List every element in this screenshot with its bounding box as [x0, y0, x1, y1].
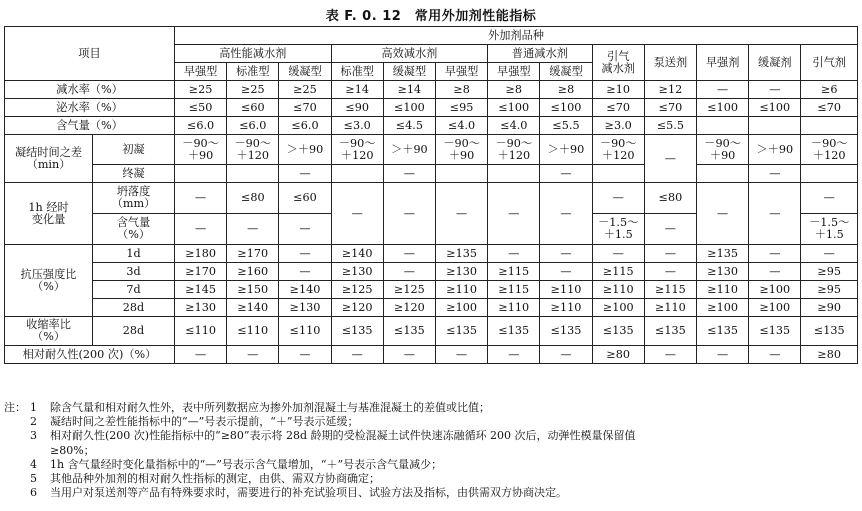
note-item [4, 486, 858, 500]
sub-standard: 标准型 [227, 63, 279, 81]
cell: ≥120 [331, 299, 383, 317]
cell: ≥160 [227, 263, 279, 281]
cell: ≥115 [488, 263, 540, 281]
header-hp-reducer: 高性能减水剂 [174, 45, 331, 63]
sub-retarding: 缓凝型 [279, 63, 331, 81]
note-number: 2 [30, 415, 37, 429]
cell: — [644, 214, 696, 245]
cell: — [749, 81, 801, 99]
table-title: 表 F. 0. 12 常用外加剂性能指标 [325, 9, 537, 24]
cell: ≥100 [592, 299, 644, 317]
cell: ≤100 [697, 99, 749, 117]
cell: — [592, 245, 644, 263]
cell: — [279, 165, 331, 183]
cell: ≤90 [331, 99, 383, 117]
cell: ≤4.0 [435, 117, 487, 135]
cell: — [279, 214, 331, 245]
header-he-reducer: 高效减水剂 [331, 45, 488, 63]
table-notes [4, 401, 858, 500]
cell: ≥95 [801, 281, 858, 299]
cell: ≤110 [279, 317, 331, 346]
cell: — [488, 245, 540, 263]
cell: ≥130 [435, 263, 487, 281]
cell: －90～ ＋120 [488, 135, 540, 165]
cell: — [279, 346, 331, 364]
cell: ≤135 [383, 317, 435, 346]
sub-retarding: 缓凝型 [540, 63, 592, 81]
cell: ≥12 [644, 81, 696, 99]
cell: ≥170 [174, 263, 226, 281]
note-number: 6 [30, 486, 37, 500]
row-label-compressive: 抗压强度比 （%） [5, 245, 93, 317]
cell: ≤70 [592, 99, 644, 117]
row-label-1h: 1h 经时 变化量 [5, 183, 93, 245]
cell: ＞＋90 [749, 135, 801, 165]
cell [227, 165, 279, 183]
cell: — [801, 245, 858, 263]
note-text: 当用户对泵送剂等产品有特殊要求时，需要进行的补充试验项目、试验方法及指标，由供需双方协商决定。 [50, 486, 567, 500]
cell: ≥10 [592, 81, 644, 99]
cell: — [227, 346, 279, 364]
row-durability [5, 346, 858, 364]
notes-lead: 注： [4, 401, 26, 414]
cell: ≥100 [749, 281, 801, 299]
cell: ≥115 [488, 281, 540, 299]
cell: — [540, 245, 592, 263]
cell: ≤100 [749, 99, 801, 117]
row-label: 相对耐久性(200 次)（%） [5, 346, 175, 364]
cell: ≥125 [383, 281, 435, 299]
cell: — [383, 263, 435, 281]
row-label-shrinkage: 收缩率比 （%） [5, 317, 93, 346]
cell [697, 165, 749, 183]
cell [697, 117, 749, 135]
cell [801, 117, 858, 135]
cell: ≤110 [227, 317, 279, 346]
row-compressive-3d [5, 263, 858, 281]
cell: ≤135 [331, 317, 383, 346]
cell: －1.5～ ＋1.5 [801, 214, 858, 245]
cell: — [592, 183, 644, 214]
cell: ≤70 [279, 99, 331, 117]
cell: ≤60 [279, 183, 331, 214]
row-compressive-7d [5, 281, 858, 299]
cell: — [488, 183, 540, 245]
age-label: 1d [93, 245, 175, 263]
cell: ≤95 [435, 99, 487, 117]
age-label: 28d [93, 317, 175, 346]
sub-early: 早强型 [488, 63, 540, 81]
header-item: 项目 [5, 27, 175, 81]
cell: — [383, 245, 435, 263]
cell: ≥6 [801, 81, 858, 99]
cell: ≥135 [435, 245, 487, 263]
cell [488, 165, 540, 183]
cell: ≥14 [331, 81, 383, 99]
header-admixture-type: 外加剂品种 [174, 27, 857, 45]
cell: ≥110 [435, 281, 487, 299]
cell: －90～ ＋90 [697, 135, 749, 165]
cell: －90～ ＋120 [801, 135, 858, 165]
header-std-reducer: 普通减水剂 [488, 45, 592, 63]
header-air-entrain: 引气剂 [801, 45, 858, 81]
row-setting-final [5, 165, 858, 183]
cell: ≥25 [174, 81, 226, 99]
row-label-setting: 凝结时间之差 （min） [5, 135, 93, 183]
cell: －90～ ＋120 [592, 135, 644, 165]
sub-early: 早强型 [174, 63, 226, 81]
row-1h-slump [5, 183, 858, 214]
cell: — [749, 346, 801, 364]
cell: ≤80 [644, 183, 696, 214]
cell: — [801, 183, 858, 214]
cell: — [383, 183, 435, 245]
cell [174, 165, 226, 183]
cell: — [227, 214, 279, 245]
note-number: 4 [30, 457, 37, 471]
age-label: 28d [93, 299, 175, 317]
note-continuation: ≥80%； [50, 443, 95, 457]
cell: ≥145 [174, 281, 226, 299]
cell: ≥8 [488, 81, 540, 99]
cell: ≥150 [227, 281, 279, 299]
cell: ≥80 [592, 346, 644, 364]
cell: ≤5.5 [540, 117, 592, 135]
row-compressive-28d [5, 299, 858, 317]
age-label: 7d [93, 281, 175, 299]
cell: — [383, 165, 435, 183]
cell: ≤4.0 [488, 117, 540, 135]
cell: ≤80 [227, 183, 279, 214]
cell: — [540, 183, 592, 245]
cell: ≤135 [592, 317, 644, 346]
cell: — [540, 263, 592, 281]
note-text: 相对耐久性(200 次)性能指标中的“≥80”表示将 28d 龄期的受检混凝土试件快速冻融循环 200 次后，动弹性模量保留值 [50, 429, 636, 443]
cell: ≤6.0 [227, 117, 279, 135]
cell: ≤50 [174, 99, 226, 117]
cell: ≥140 [279, 281, 331, 299]
cell: — [331, 183, 383, 245]
row-compressive-1d [5, 245, 858, 263]
header-retarder: 缓凝剂 [749, 45, 801, 81]
cell: ＞＋90 [279, 135, 331, 165]
cell: ≤70 [801, 99, 858, 117]
cell: ≥110 [644, 299, 696, 317]
cell: — [697, 346, 749, 364]
cell: ≥8 [435, 81, 487, 99]
cell: ≥90 [801, 299, 858, 317]
cell: — [174, 346, 226, 364]
age-label: 3d [93, 263, 175, 281]
cell: — [749, 183, 801, 245]
cell: ≥95 [801, 263, 858, 281]
cell: — [174, 183, 226, 214]
cell: — [435, 183, 487, 245]
row-bleeding [5, 99, 858, 117]
cell: ≥135 [697, 245, 749, 263]
note-number: 3 [30, 429, 37, 443]
cell: — [644, 346, 696, 364]
cell: ≤100 [540, 99, 592, 117]
cell: －90～ ＋120 [227, 135, 279, 165]
cell: ≤135 [435, 317, 487, 346]
sub-retarding: 缓凝型 [383, 63, 435, 81]
cell: ＞＋90 [540, 135, 592, 165]
cell [435, 165, 487, 183]
cell: －90～ ＋120 [331, 135, 383, 165]
note-item [4, 429, 858, 443]
sub-label-slump: 坍落度 （mm） [93, 183, 175, 214]
cell: ≥130 [174, 299, 226, 317]
cell: ≥8 [540, 81, 592, 99]
cell: ≤6.0 [279, 117, 331, 135]
cell [331, 165, 383, 183]
cell: — [174, 214, 226, 245]
cell: — [540, 346, 592, 364]
cell: ≥130 [697, 263, 749, 281]
cell: — [488, 346, 540, 364]
note-text: 1h 含气量经时变化量指标中的“—”号表示含气量增加，“＋”号表示含气量减少； [50, 457, 443, 471]
cell: ≤135 [697, 317, 749, 346]
cell: ≥120 [383, 299, 435, 317]
note-number: 5 [30, 472, 37, 486]
cell: ≥170 [227, 245, 279, 263]
cell: ≤135 [540, 317, 592, 346]
cell: ≥125 [331, 281, 383, 299]
cell: ≥100 [697, 299, 749, 317]
cell: ≥100 [435, 299, 487, 317]
cell: — [279, 245, 331, 263]
header-pumping: 泵送剂 [644, 45, 696, 81]
cell: — [749, 165, 801, 183]
note-item [4, 472, 858, 486]
cell: ≤6.0 [174, 117, 226, 135]
note-item [4, 401, 858, 415]
sub-label-final: 终凝 [93, 165, 175, 183]
cell: ≥110 [540, 299, 592, 317]
header-early-strength: 早强剂 [697, 45, 749, 81]
cell: ＞＋90 [383, 135, 435, 165]
cell: ≥110 [697, 281, 749, 299]
sub-standard: 标准型 [331, 63, 383, 81]
cell: ≥80 [801, 346, 858, 364]
cell: — [644, 245, 696, 263]
note-text: 其他品种外加剂的相对耐久性指标的测定，由供、需双方协商确定； [50, 472, 380, 486]
cell: ≥14 [383, 81, 435, 99]
cell: ≤135 [644, 317, 696, 346]
cell [749, 117, 801, 135]
cell: ≥130 [331, 263, 383, 281]
cell: ≤110 [174, 317, 226, 346]
note-text: 凝结时间之差性能指标中的“—”号表示提前，“＋”号表示延缓； [50, 415, 359, 429]
cell: — [279, 263, 331, 281]
sub-early: 早强型 [435, 63, 487, 81]
cell: ≥25 [227, 81, 279, 99]
cell: ≥110 [592, 281, 644, 299]
admixture-performance-table [4, 26, 858, 364]
cell: ≥180 [174, 245, 226, 263]
cell: ≤3.0 [331, 117, 383, 135]
row-label: 泌水率（%） [5, 99, 175, 117]
cell [592, 165, 644, 183]
cell: — [540, 165, 592, 183]
cell: ≤5.5 [644, 117, 696, 135]
cell: ≤4.5 [383, 117, 435, 135]
cell: — [435, 346, 487, 364]
cell: — [697, 81, 749, 99]
cell: ≥115 [644, 281, 696, 299]
row-setting-initial [5, 135, 858, 165]
cell: — [749, 245, 801, 263]
cell: ≤60 [227, 99, 279, 117]
cell: ≥100 [749, 299, 801, 317]
cell: －90～ ＋90 [174, 135, 226, 165]
cell: — [644, 135, 696, 183]
cell: — [383, 346, 435, 364]
row-air-content [5, 117, 858, 135]
row-water-reduction [5, 81, 858, 99]
cell: ≤100 [383, 99, 435, 117]
cell: ≥110 [488, 299, 540, 317]
cell: ≥130 [279, 299, 331, 317]
sub-label-initial: 初凝 [93, 135, 175, 165]
row-label: 减水率（%） [5, 81, 175, 99]
note-item [4, 415, 858, 429]
cell: －1.5～ ＋1.5 [592, 214, 644, 245]
note-text: 除含气量和相对耐久性外，表中所列数据应为掺外加剂混凝土与基准混凝土的差值或比值； [50, 401, 490, 414]
cell: ≥110 [540, 281, 592, 299]
cell: －90～ ＋90 [435, 135, 487, 165]
note-item [4, 458, 858, 472]
cell: ≤100 [488, 99, 540, 117]
cell: ≤135 [488, 317, 540, 346]
note-number: 1 [30, 401, 37, 414]
cell [801, 165, 858, 183]
cell: — [697, 183, 749, 245]
cell: ≥25 [279, 81, 331, 99]
cell: ≥140 [227, 299, 279, 317]
cell: ≥115 [592, 263, 644, 281]
cell: ≥140 [331, 245, 383, 263]
cell: ≤135 [749, 317, 801, 346]
cell: — [749, 263, 801, 281]
row-label: 含气量（%） [5, 117, 175, 135]
cell: — [331, 346, 383, 364]
cell: ≤135 [801, 317, 858, 346]
cell: ≥3.0 [592, 117, 644, 135]
header-air-reducer: 引气 减水剂 [592, 45, 644, 81]
header-row-1 [5, 27, 858, 45]
row-shrinkage [5, 317, 858, 346]
cell: — [644, 263, 696, 281]
sub-label-air: 含气量 （%） [93, 214, 175, 245]
cell: ≤70 [644, 99, 696, 117]
